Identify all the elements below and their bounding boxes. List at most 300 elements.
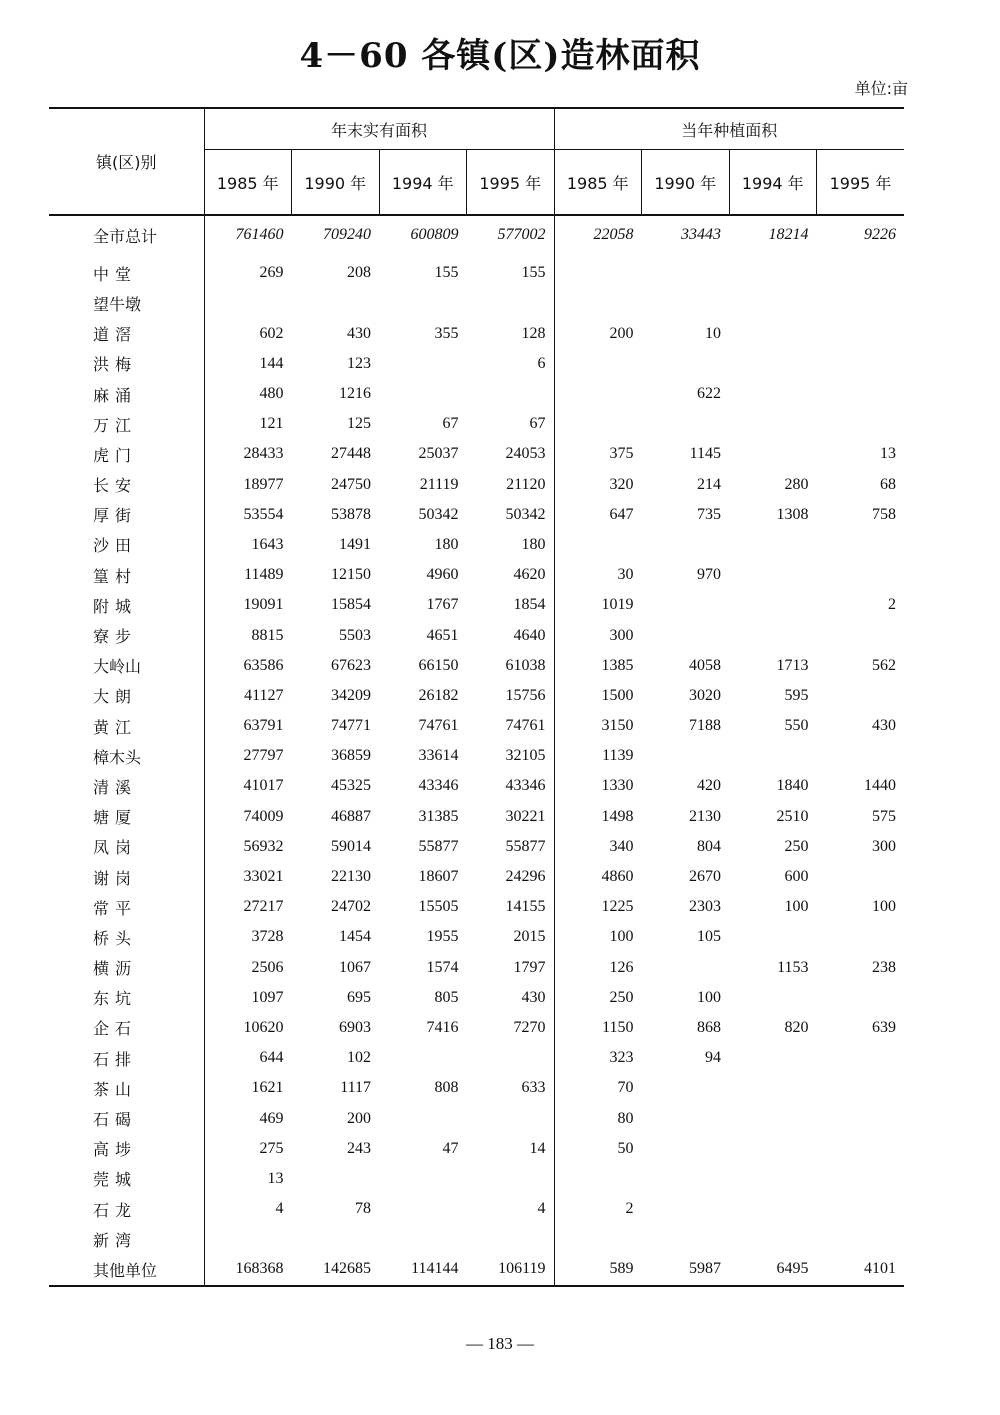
- value-cell: 2: [888, 596, 897, 614]
- value-cell: [729, 1073, 817, 1103]
- value-cell: 562: [872, 656, 897, 674]
- value-cell: 622: [697, 385, 722, 403]
- value-cell: [642, 349, 730, 379]
- page-number: — 183 —: [466, 1334, 534, 1353]
- value-cell: 250: [784, 837, 809, 855]
- afforestation-table: [49, 107, 904, 1287]
- year-header: 1994 年: [729, 150, 817, 216]
- value-cell: 1385: [601, 656, 634, 674]
- value-cell: 24702: [331, 898, 371, 916]
- table-row: [49, 1103, 904, 1133]
- value-cell: 1500: [601, 686, 634, 704]
- town-name: 沙田: [49, 530, 204, 560]
- value-cell: [729, 250, 817, 288]
- value-cell: 50342: [418, 505, 459, 523]
- value-cell: 639: [872, 1018, 897, 1036]
- table-row: [49, 1134, 904, 1164]
- town-name: 全市总计: [49, 215, 204, 250]
- town-name: 长安: [49, 470, 204, 500]
- value-cell: 1713: [776, 656, 809, 674]
- value-cell: 126: [609, 958, 634, 976]
- table-row: [49, 802, 904, 832]
- table-row: [49, 862, 904, 892]
- value-cell: 709240: [323, 226, 371, 244]
- value-cell: 243: [347, 1139, 371, 1157]
- table-body: [49, 215, 904, 1286]
- value-cell: [379, 1103, 467, 1133]
- value-cell: 761460: [235, 226, 284, 244]
- value-cell: 59014: [331, 837, 371, 855]
- value-cell: 56932: [243, 837, 284, 855]
- value-cell: 2015: [467, 922, 555, 952]
- value-cell: 600: [784, 868, 809, 886]
- value-cell: 66150: [418, 656, 459, 674]
- value-cell: [817, 620, 905, 650]
- value-cell: 1153: [777, 958, 809, 976]
- value-cell: 1840: [776, 777, 809, 795]
- value-cell: 2510: [776, 807, 809, 825]
- value-cell: 22058: [593, 226, 634, 244]
- value-cell: 180: [434, 535, 459, 553]
- group-header-year-end-area: 年末实有面积: [204, 108, 554, 150]
- town-name: 石龙: [49, 1194, 204, 1224]
- value-cell: 180: [467, 530, 555, 560]
- value-cell: 644: [259, 1049, 284, 1067]
- table-row: [49, 1254, 904, 1285]
- value-cell: 74761: [418, 717, 459, 735]
- value-cell: 1216: [339, 385, 371, 403]
- value-cell: 355: [434, 324, 459, 342]
- value-cell: [729, 1043, 817, 1073]
- value-cell: [729, 439, 817, 469]
- value-cell: 13: [267, 1169, 284, 1187]
- value-cell: 320: [609, 475, 634, 493]
- town-name: 石碣: [49, 1103, 204, 1133]
- value-cell: [467, 1224, 555, 1254]
- value-cell: [554, 530, 642, 560]
- value-cell: [642, 1073, 730, 1103]
- town-name: 常平: [49, 892, 204, 922]
- value-cell: [379, 1224, 467, 1254]
- value-cell: [817, 409, 905, 439]
- town-name: 厚街: [49, 500, 204, 530]
- value-cell: [554, 349, 642, 379]
- value-cell: 168368: [235, 1260, 284, 1278]
- table-row: [49, 1224, 904, 1254]
- town-name: 寮步: [49, 620, 204, 650]
- value-cell: [817, 379, 905, 409]
- value-cell: 280: [784, 475, 809, 493]
- value-cell: 589: [609, 1260, 634, 1278]
- town-name: 大朗: [49, 681, 204, 711]
- year-header: 1985 年: [554, 150, 642, 216]
- value-cell: 7416: [426, 1018, 459, 1036]
- table-row: [49, 1164, 904, 1194]
- town-name: 篁村: [49, 560, 204, 590]
- town-name: 茶山: [49, 1073, 204, 1103]
- value-cell: [642, 409, 730, 439]
- value-cell: 30221: [467, 802, 555, 832]
- value-cell: [554, 1164, 642, 1194]
- value-cell: [729, 590, 817, 620]
- table-row: [49, 349, 904, 379]
- value-cell: [642, 530, 730, 560]
- value-cell: 647: [609, 505, 634, 523]
- value-cell: 6903: [339, 1018, 371, 1036]
- value-cell: 27797: [243, 747, 284, 765]
- value-cell: 1150: [602, 1018, 634, 1036]
- value-cell: 155: [434, 264, 459, 282]
- value-cell: [204, 1224, 292, 1254]
- value-cell: [817, 1194, 905, 1224]
- value-cell: [817, 741, 905, 771]
- table-row: [49, 771, 904, 801]
- value-cell: 805: [434, 988, 459, 1006]
- town-name: 莞城: [49, 1164, 204, 1194]
- value-cell: 2303: [689, 898, 722, 916]
- value-cell: 74771: [331, 717, 371, 735]
- value-cell: 105: [697, 928, 722, 946]
- value-cell: 375: [609, 445, 634, 463]
- table-row: [49, 620, 904, 650]
- table-row: [49, 1013, 904, 1043]
- value-cell: 10620: [243, 1018, 284, 1036]
- value-cell: 6: [467, 349, 555, 379]
- value-cell: [817, 530, 905, 560]
- town-name: 塘厦: [49, 802, 204, 832]
- value-cell: [204, 288, 292, 318]
- value-cell: 53878: [331, 505, 371, 523]
- value-cell: [554, 379, 642, 409]
- value-cell: [642, 741, 730, 771]
- value-cell: 4640: [467, 620, 555, 650]
- value-cell: 1574: [426, 958, 459, 976]
- value-cell: 28433: [243, 445, 284, 463]
- year-header: 1994 年: [379, 150, 467, 216]
- value-cell: [554, 1224, 642, 1254]
- value-cell: [467, 1043, 555, 1073]
- value-cell: 577002: [467, 215, 555, 250]
- year-header: 1995 年: [467, 150, 555, 216]
- value-cell: [817, 1043, 905, 1073]
- town-name: 桥头: [49, 922, 204, 952]
- value-cell: 970: [697, 566, 722, 584]
- town-name: 企石: [49, 1013, 204, 1043]
- value-cell: 1491: [339, 535, 371, 553]
- value-cell: 102: [347, 1049, 371, 1067]
- table-row: [49, 215, 904, 250]
- value-cell: [729, 1164, 817, 1194]
- value-cell: [729, 1194, 817, 1224]
- unit-label: 单位:亩: [854, 79, 908, 98]
- year-header: 1990 年: [292, 150, 380, 216]
- value-cell: 100: [609, 928, 634, 946]
- value-cell: 868: [697, 1018, 722, 1036]
- value-cell: 67: [442, 415, 459, 433]
- value-cell: 5503: [339, 626, 371, 644]
- value-cell: 214: [697, 475, 722, 493]
- value-cell: [642, 1103, 730, 1133]
- group-header-planted-area: 当年种植面积: [554, 108, 904, 150]
- value-cell: [817, 862, 905, 892]
- table-row: [49, 560, 904, 590]
- town-name: 麻涌: [49, 379, 204, 409]
- value-cell: 15854: [331, 596, 371, 614]
- value-cell: 269: [259, 264, 284, 282]
- value-cell: 4620: [467, 560, 555, 590]
- value-cell: 41127: [244, 686, 284, 704]
- table-row: [49, 651, 904, 681]
- value-cell: 123: [347, 354, 371, 372]
- value-cell: 24053: [467, 439, 555, 469]
- value-cell: [817, 349, 905, 379]
- value-cell: 430: [467, 983, 555, 1013]
- value-cell: 34209: [331, 686, 371, 704]
- value-cell: 67623: [331, 656, 371, 674]
- value-cell: 430: [872, 717, 897, 735]
- value-cell: [292, 288, 380, 318]
- value-cell: 1097: [251, 988, 284, 1006]
- value-cell: 420: [697, 777, 722, 795]
- value-cell: 22130: [331, 868, 371, 886]
- value-cell: 12150: [331, 566, 371, 584]
- value-cell: 1767: [426, 596, 459, 614]
- value-cell: 45325: [331, 777, 371, 795]
- value-cell: 480: [259, 385, 284, 403]
- year-header: 1985 年: [204, 150, 292, 216]
- table-row: [49, 741, 904, 771]
- value-cell: 14: [467, 1134, 555, 1164]
- value-cell: [729, 1224, 817, 1254]
- value-cell: [554, 409, 642, 439]
- value-cell: 758: [872, 505, 897, 523]
- town-name: 道滘: [49, 319, 204, 349]
- value-cell: 323: [609, 1049, 634, 1067]
- value-cell: 4960: [426, 566, 459, 584]
- value-cell: 4: [467, 1194, 555, 1224]
- value-cell: 21119: [419, 475, 459, 493]
- value-cell: 36859: [331, 747, 371, 765]
- value-cell: [642, 620, 730, 650]
- value-cell: 100: [784, 898, 809, 916]
- value-cell: [554, 288, 642, 318]
- value-cell: [379, 1164, 467, 1194]
- value-cell: 4: [275, 1200, 284, 1218]
- value-cell: 50: [617, 1139, 634, 1157]
- table-row: [49, 832, 904, 862]
- table-row: [49, 439, 904, 469]
- town-name: 新湾: [49, 1224, 204, 1254]
- value-cell: 1797: [467, 953, 555, 983]
- town-name: 东坑: [49, 983, 204, 1013]
- value-cell: 550: [784, 717, 809, 735]
- value-cell: 24296: [467, 862, 555, 892]
- value-cell: 27217: [243, 898, 284, 916]
- value-cell: 18607: [418, 868, 459, 886]
- value-cell: 4058: [689, 656, 722, 674]
- value-cell: 808: [434, 1079, 459, 1097]
- value-cell: [642, 1224, 730, 1254]
- value-cell: 100: [872, 898, 897, 916]
- value-cell: 6495: [776, 1260, 809, 1278]
- value-cell: 144: [259, 354, 284, 372]
- value-cell: 55877: [418, 837, 459, 855]
- town-name: 樟木头: [49, 741, 204, 771]
- value-cell: 33443: [681, 226, 722, 244]
- value-cell: 100: [697, 988, 722, 1006]
- value-cell: 2506: [251, 958, 284, 976]
- value-cell: 469: [259, 1109, 284, 1127]
- table-row: [49, 530, 904, 560]
- value-cell: 155: [467, 250, 555, 288]
- value-cell: 208: [347, 264, 371, 282]
- value-cell: 41017: [243, 777, 284, 795]
- table-row: [49, 590, 904, 620]
- value-cell: 26182: [418, 686, 459, 704]
- value-cell: 4651: [426, 626, 459, 644]
- value-cell: [642, 1194, 730, 1224]
- value-cell: 1308: [776, 505, 809, 523]
- value-cell: [817, 560, 905, 590]
- value-cell: 114144: [411, 1260, 459, 1278]
- table-row: [49, 1194, 904, 1224]
- value-cell: 238: [872, 958, 897, 976]
- value-cell: [642, 288, 730, 318]
- value-cell: [642, 1164, 730, 1194]
- value-cell: 53554: [243, 505, 284, 523]
- value-cell: 1117: [340, 1079, 371, 1097]
- value-cell: 595: [784, 686, 809, 704]
- value-cell: 3150: [601, 717, 634, 735]
- value-cell: 10: [705, 324, 722, 342]
- value-cell: 14155: [467, 892, 555, 922]
- table-row: [49, 1043, 904, 1073]
- value-cell: 600809: [410, 226, 459, 244]
- value-cell: [379, 288, 467, 318]
- value-cell: 55877: [467, 832, 555, 862]
- value-cell: 15505: [418, 898, 459, 916]
- value-cell: 63586: [243, 656, 284, 674]
- value-cell: [817, 983, 905, 1013]
- value-cell: 1145: [689, 445, 722, 463]
- value-cell: 19091: [243, 596, 284, 614]
- town-name: 清溪: [49, 771, 204, 801]
- value-cell: 32105: [467, 741, 555, 771]
- town-name: 万江: [49, 409, 204, 439]
- town-name: 中堂: [49, 250, 204, 288]
- value-cell: 1440: [864, 777, 897, 795]
- value-cell: 74761: [467, 711, 555, 741]
- value-cell: [642, 953, 730, 983]
- value-cell: [729, 349, 817, 379]
- value-cell: 70: [617, 1079, 634, 1097]
- row-label-header: 镇(区)别: [49, 108, 204, 215]
- value-cell: 633: [467, 1073, 555, 1103]
- table-row: [49, 892, 904, 922]
- value-cell: 74009: [243, 807, 284, 825]
- value-cell: 18977: [243, 475, 284, 493]
- value-cell: 300: [872, 837, 897, 855]
- value-cell: [817, 1164, 905, 1194]
- value-cell: 8815: [251, 626, 284, 644]
- value-cell: 61038: [467, 651, 555, 681]
- value-cell: 18214: [768, 226, 809, 244]
- value-cell: 43346: [418, 777, 459, 795]
- table-row: [49, 470, 904, 500]
- value-cell: 128: [467, 319, 555, 349]
- value-cell: 300: [609, 626, 634, 644]
- value-cell: [817, 1073, 905, 1103]
- value-cell: [642, 1134, 730, 1164]
- value-cell: 4101: [864, 1260, 897, 1278]
- value-cell: 25037: [418, 445, 459, 463]
- value-cell: 50342: [467, 500, 555, 530]
- value-cell: 121: [259, 415, 284, 433]
- value-cell: [729, 620, 817, 650]
- value-cell: 1067: [339, 958, 371, 976]
- value-cell: [467, 288, 555, 318]
- value-cell: [817, 681, 905, 711]
- value-cell: [817, 922, 905, 952]
- value-cell: 33614: [418, 747, 459, 765]
- value-cell: 94: [705, 1049, 722, 1067]
- value-cell: 80: [617, 1109, 634, 1127]
- value-cell: [729, 741, 817, 771]
- value-cell: 430: [347, 324, 371, 342]
- value-cell: 575: [872, 807, 897, 825]
- value-cell: 27448: [331, 445, 371, 463]
- value-cell: 1330: [601, 777, 634, 795]
- town-name: 凤岗: [49, 832, 204, 862]
- value-cell: 200: [347, 1109, 371, 1127]
- value-cell: [729, 922, 817, 952]
- value-cell: [729, 1103, 817, 1133]
- value-cell: 78: [355, 1200, 371, 1218]
- value-cell: [292, 1164, 380, 1194]
- value-cell: 46887: [331, 807, 371, 825]
- table-row: [49, 379, 904, 409]
- value-cell: [729, 530, 817, 560]
- value-cell: 31385: [418, 807, 459, 825]
- value-cell: 125: [347, 415, 371, 433]
- value-cell: 30: [617, 566, 634, 584]
- value-cell: [379, 349, 467, 379]
- town-name: 大岭山: [49, 651, 204, 681]
- year-header: 1995 年: [829, 173, 892, 193]
- town-name: 洪梅: [49, 349, 204, 379]
- table-row: [49, 922, 904, 952]
- value-cell: [817, 1134, 905, 1164]
- value-cell: 5987: [689, 1260, 722, 1278]
- value-cell: 1454: [339, 928, 371, 946]
- value-cell: [379, 379, 467, 409]
- value-cell: 695: [347, 988, 371, 1006]
- value-cell: [729, 1134, 817, 1164]
- value-cell: [642, 590, 730, 620]
- value-cell: 602: [259, 324, 284, 342]
- value-cell: 1955: [426, 928, 459, 946]
- value-cell: 43346: [467, 771, 555, 801]
- value-cell: 1498: [601, 807, 634, 825]
- value-cell: 275: [259, 1139, 284, 1157]
- value-cell: 2670: [689, 868, 722, 886]
- value-cell: [467, 379, 555, 409]
- value-cell: [817, 1103, 905, 1133]
- year-header: 1990 年: [642, 150, 730, 216]
- value-cell: 33021: [243, 868, 284, 886]
- town-name: 高埗: [49, 1134, 204, 1164]
- town-name: 望牛墩: [49, 288, 204, 318]
